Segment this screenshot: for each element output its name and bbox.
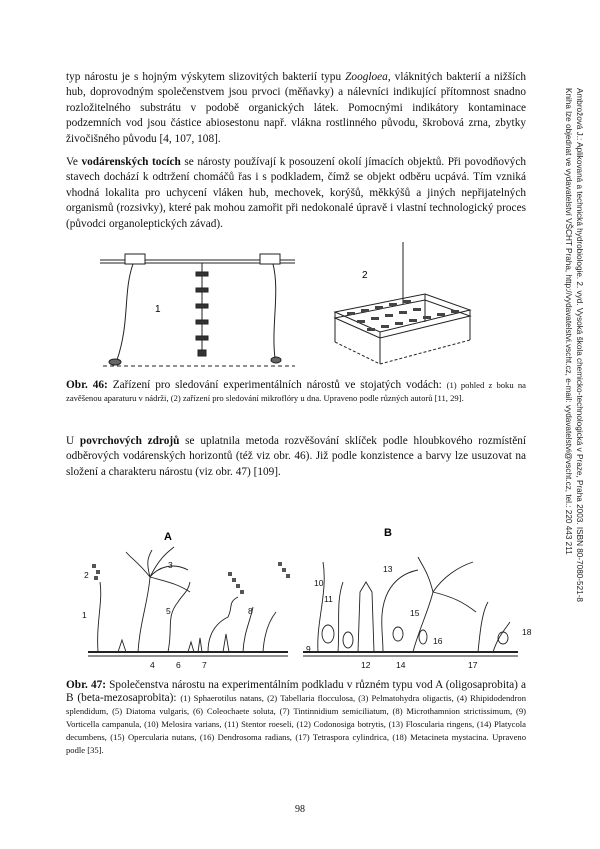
sidebar-citation-line-1: Ambrožová J.: Aplikovaná a technická hydrobiologie. 2. vyd. Vysoká škola chemicko-technologická v Praze, Praha 2003. ISBN 80-7080-521-8: [575, 88, 584, 602]
fig46-label-1: 1: [155, 304, 161, 315]
fig47-num-18: 18: [522, 627, 532, 637]
fig47-num-14: 14: [396, 660, 406, 670]
term-povrchove-zdroje: povrchových zdrojů: [79, 435, 180, 447]
fig46-label-2: 2: [362, 270, 368, 281]
fig47-num-9: 9: [306, 644, 311, 654]
paragraph-1: typ nárostu je s hojným výskytem slizovitých bakterií typu Zoogloea, vláknitých bakterií a nižších hub, doprovodným společenstvem jsou prvoci (měňavky) a nálevníci indikující přítomnost snadno rozložitelného substrátu v podobě organických látek. Pomocnými indikátory kontaminace podzemních vod jsou částice abiosestonu např. vlákna rostlinného původu, škrobová zrna, zbytky živočišného původu [4, 107, 108].: [66, 71, 526, 145]
figure-46-caption: Obr. 46: Zařízení pro sledování experimentálních nárostů ve stojatých vodách: (1) pohled z boku na zavěšenou aparaturu v nádrži, (2) zařízení pro sledování mikroflóry u dna. Upraveno podle různých autorů [11, 29].: [66, 379, 526, 403]
fig47-num-15: 15: [410, 608, 420, 618]
fig46-apparatus-1: [100, 254, 295, 366]
sidebar-citation: [545, 88, 585, 608]
fig46-apparatus-2: [335, 242, 470, 364]
fig47-num-1: 1: [82, 610, 87, 620]
figure-47-caption: Obr. 47: Společenstva nárostu na experimentálním podkladu v různém typu vod A (oligosaprobita) a B (beta-mezosaprobita): (1) Sphaerotilus natans, (2) Tabellaria flocculosa, (3) Pelmatohydra oligactis, (4) Rhipidodendron splendidum, (5) Diatoma vulgaris, (6) Coleochaete soluta, (7) Tintinnidium semiciliatum, (8) Microthamnion strictissimum, (9) Vorticella campanula, (10) Melosira varians, (11) Stentor roeseli, (12) Codonosiga botrytis, (13) Floscularia ringens, (14) Platycola decumbens, (15) Opercularia nutans, (16) Dendrosoma radians, (17) Tetraspora cylindrica, (18) Metacineta mystacina. Upraveno podle [35].: [66, 679, 527, 755]
fig47-num-13: 13: [383, 564, 393, 574]
fig47-label-b: B: [384, 527, 392, 539]
figure-46-illustration: [95, 242, 505, 370]
fig47-num-3: 3: [168, 560, 173, 570]
paragraph-3: U povrchových zdrojů se uplatnila metoda rozvěšování sklíček podle hloubkového rozmístění odběrových vodárenských horizontů (též viz obr. 46). Již podle konzistence a barvy lze usuzovat na složení a charakteru nárostu (viz obr. 47) [109].: [66, 435, 526, 478]
fig47-num-16: 16: [433, 636, 443, 646]
figure-47-illustration: [78, 522, 538, 674]
fig47-num-6: 6: [176, 660, 181, 670]
paragraph-2: Ve vodárenských tocích se nárosty používají k posouzení okolí jímacích objektů. Při povodňových stavech dochází k odtržení chomáčů řas i s podkladem, čímž se objekt odběru ucpává. Tím vzniká vhodná lokalita pro uchycení vláken hub, mechovek, korýšů, měkkýšů a jiných nepřijatelných organismů (rozsivky), které pak mohou zamořit při nedokonalé úpravě i vlastní technologický proces (původci organoleptických závad).: [66, 156, 526, 230]
fig47-num-8: 8: [248, 606, 253, 616]
fig47-num-2: 2: [84, 570, 89, 580]
sidebar-citation-line-2: Kniha lze objednat ve vydavatelství VŠCHT Praha, http://vydavatelstvi.vscht.cz, e-mail: vydavatelstvi@vscht.cz, tel.: 220 443 211: [564, 88, 573, 555]
genus-zoogloea: Zoogloea: [345, 71, 388, 83]
fig47-label-a: A: [164, 531, 172, 543]
fig47-num-7: 7: [202, 660, 207, 670]
fig47-num-12: 12: [361, 660, 371, 670]
page-number: 98: [295, 804, 305, 815]
fig47-num-5: 5: [166, 606, 171, 616]
term-vodarenske-toky: vodárenských tocích: [81, 156, 181, 168]
fig47-num-17: 17: [468, 660, 478, 670]
fig47-num-11: 11: [324, 594, 333, 604]
fig47-num-10: 10: [314, 578, 324, 588]
fig47-num-4: 4: [150, 660, 155, 670]
fig47-panel-a: [88, 547, 290, 656]
fig47-panel-b: [303, 557, 518, 656]
